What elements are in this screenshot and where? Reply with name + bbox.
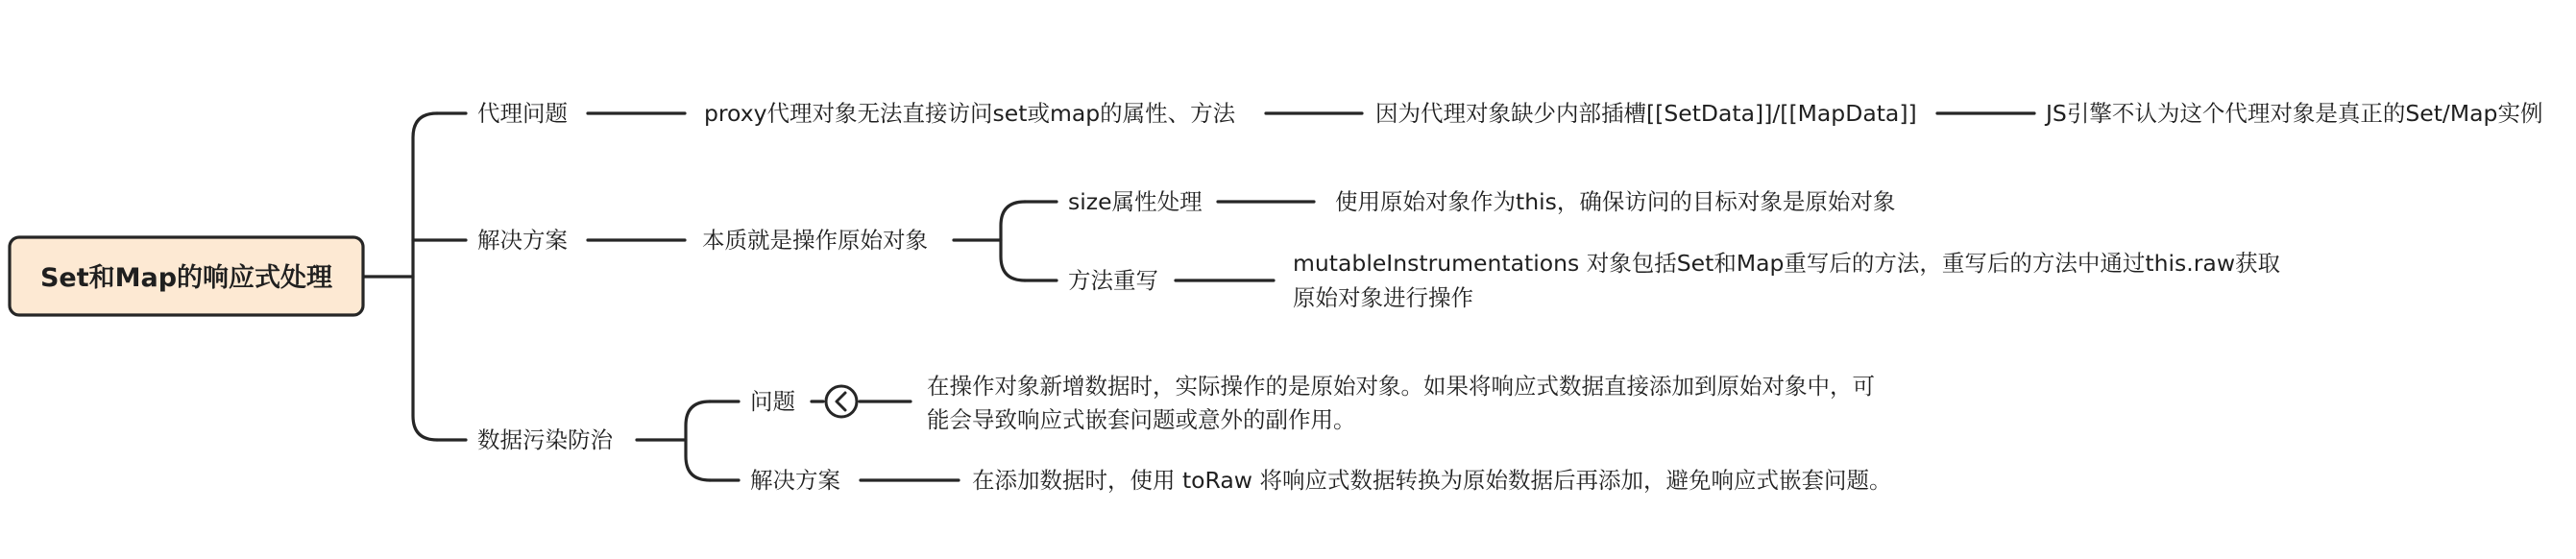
pollution-problem-node[interactable]: 问题 — [750, 388, 795, 415]
method-rewrite-detail-line-2: 原始对象进行操作 — [1293, 284, 1473, 311]
edge-solution-bracket — [1001, 202, 1025, 280]
branch-proxy-issue[interactable] — [477, 100, 568, 127]
size-property-node[interactable]: size属性处理 — [1068, 188, 1203, 215]
branch-data-pollution[interactable] — [477, 426, 614, 453]
pollution-problem-detail-line-1: 在操作对象新增数据时，实际操作的是原始对象。如果将响应式数据直接添加到原始对象中，可 — [927, 373, 1875, 400]
branch-solution-label: 解决方案 — [477, 227, 568, 254]
method-rewrite-node[interactable]: 方法重写 — [1068, 267, 1158, 294]
branch-solution[interactable] — [477, 227, 568, 254]
proxy-issue-node-3[interactable]: JS引擎不认为这个代理对象是真正的Set/Map实例 — [2046, 100, 2543, 127]
proxy-issue-node-2[interactable]: 因为代理对象缺少内部插槽[[SetData]]/[[MapData]] — [1375, 100, 1917, 127]
collapse-button-circle — [826, 386, 857, 417]
pollution-solution-detail[interactable]: 在添加数据时，使用 toRaw 将响应式数据转换为原始数据后再添加，避免响应式嵌套问题。 — [972, 467, 1892, 494]
collapse-chevron-left-icon[interactable] — [826, 386, 857, 417]
edge-pollution-bracket — [686, 401, 710, 480]
pollution-problem-detail[interactable] — [927, 373, 1875, 433]
method-rewrite-detail[interactable] — [1293, 250, 2280, 311]
proxy-issue-chain — [704, 100, 2542, 127]
method-rewrite-detail-line-1: mutableInstrumentations 对象包括Set和Map重写后的方法，重写后的方法中通过this.raw获取 — [1293, 250, 2281, 277]
pollution-solution-node[interactable]: 解决方案 — [750, 467, 840, 494]
root-node[interactable] — [10, 237, 363, 315]
branch-data-pollution-label: 数据污染防治 — [477, 426, 613, 453]
root-node-label: Set和Map的响应式处理 — [39, 263, 333, 293]
pollution-problem-detail-line-2: 能会导致响应式嵌套问题或意外的副作用。 — [927, 406, 1356, 433]
proxy-issue-node-1[interactable]: proxy代理对象无法直接访问set或map的属性、方法 — [704, 100, 1236, 127]
branch-proxy-issue-label: 代理问题 — [477, 100, 568, 127]
solution-essence-node[interactable]: 本质就是操作原始对象 — [702, 227, 928, 254]
edge-root-bracket — [413, 113, 437, 440]
size-property-detail[interactable]: 使用原始对象作为this，确保访问的目标对象是原始对象 — [1335, 188, 1896, 215]
